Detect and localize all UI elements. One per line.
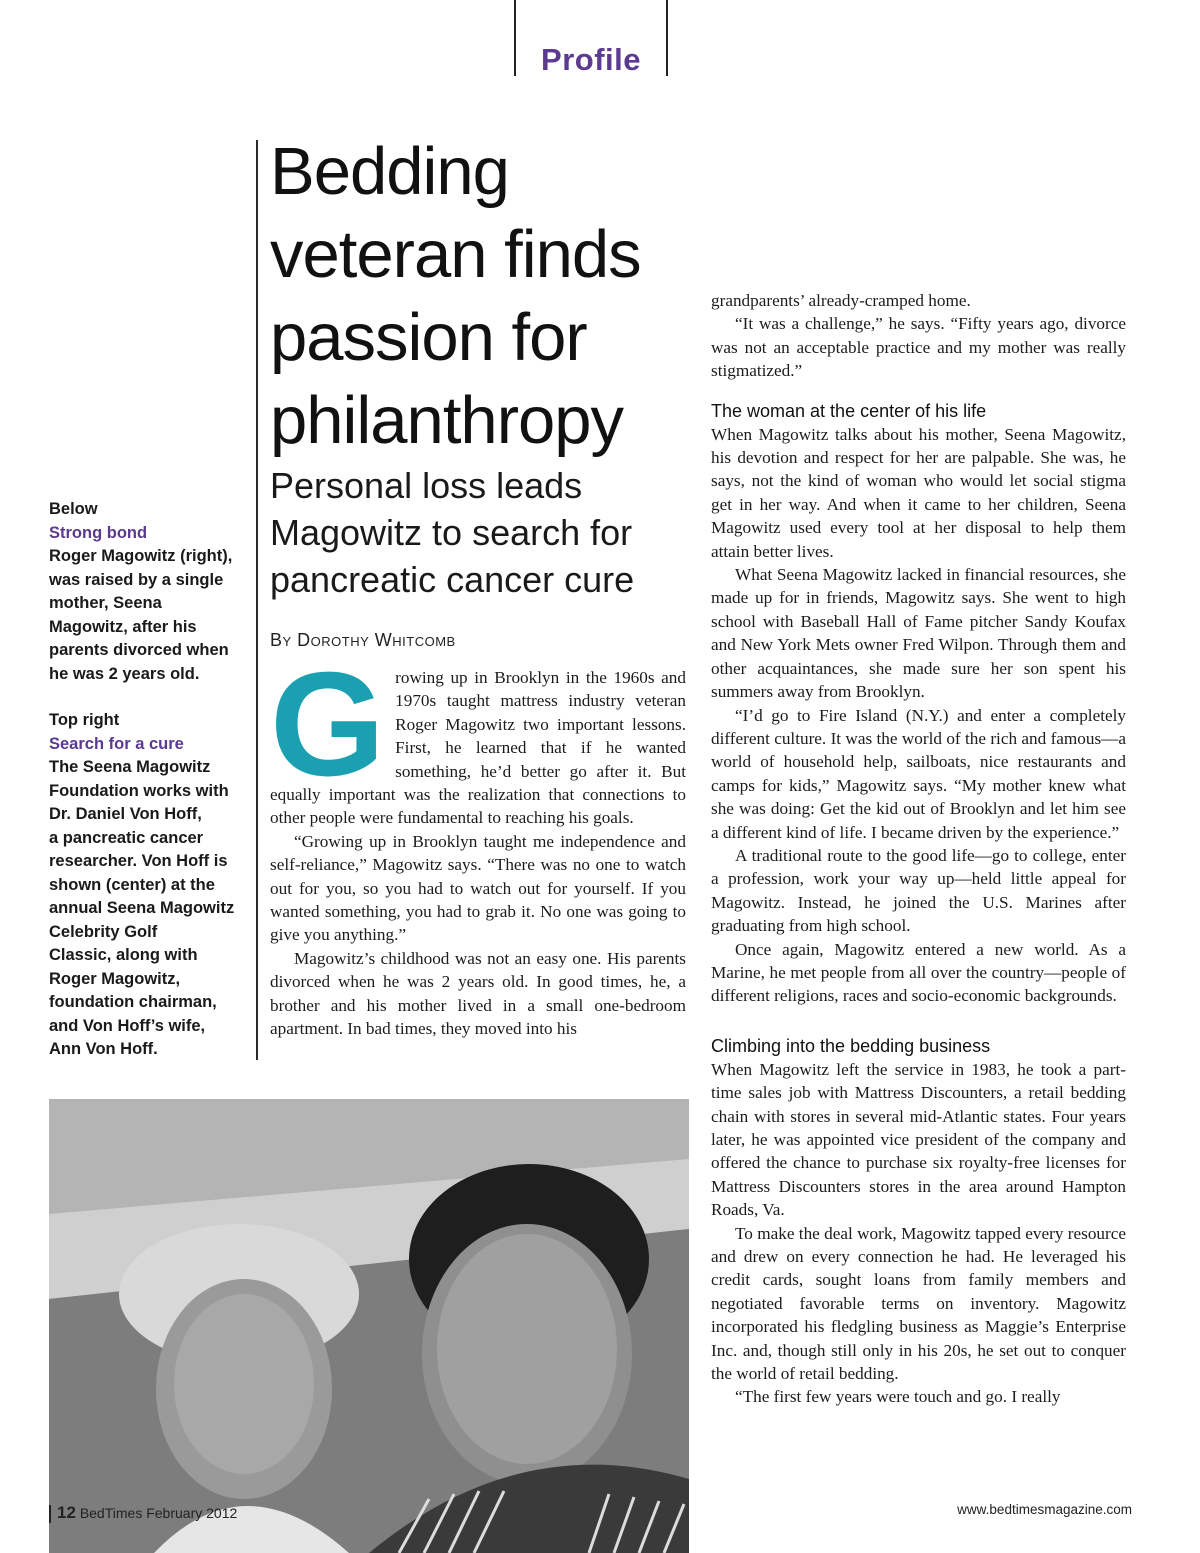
article-column-left [270,642,686,1041]
section-tab [514,0,668,76]
caption-line: Dr. Daniel Von Hoff, [49,805,202,823]
caption-label: Top right [49,711,120,729]
caption-line: Classic, along with [49,946,198,964]
section-label: Profile [541,42,641,77]
caption-line: foundation chairman, [49,993,217,1011]
caption-line: Roger Magowitz, [49,969,181,988]
caption-title: Strong bond [49,523,148,542]
body-paragraph: When Magowitz left the service in 1983, he took a part-time sales job with Mattress Discounters, a retail bedding chain with stores in several mid-Atlantic states. Four years later, he was appointed vice president of the company and offered the chance to purchase six royalty-free licenses for Mattress Discounters stores in the area around Hampton Roads, Va. [711,1059,1126,1220]
body-paragraph: “It was a challenge,” he says. “Fifty years ago, divorce was not an acceptable practice and my mother was really stigmatized.” [711,314,1126,381]
body-paragraph: A traditional route to the good life—go to college, enter a profession, work your way up—held little appeal for Magowitz. Instead, he joined the U.S. Marines after graduating from high school. [711,845,1126,936]
caption-below [49,498,249,686]
caption-line: annual Seena Magowitz [49,899,235,917]
website-url[interactable]: www.bedtimesmagazine.com [957,1502,1132,1517]
body-paragraph: Magowitz’s childhood was not an easy one. His parents divorced when he was 2 years old. In good times, he, a brother and his mother lived in a small one-bedroom apartment. In bad times, they moved into his [270,948,686,1039]
footer-rule [49,1505,51,1523]
photo-captions [49,498,249,1085]
drop-cap: G [270,642,386,807]
caption-line: parents divorced when [49,641,229,659]
page-number: 12 [57,1503,76,1522]
caption-line: Celebrity Golf [49,922,158,941]
body-paragraph: To make the deal work, Magowitz tapped every resource and drew on every connection he had. He leveraged his credit cards, sought loans from family members and negotiated favorable terms on inventory. Magowitz incorporated his fledgling business as Maggie’s Enterprise Inc. and, though still only in his 20s, he set out to conquer the world of retail bedding. [711,1223,1126,1384]
body-paragraph: “The first few years were touch and go. I really [735,1387,1061,1407]
body-paragraph: When Magowitz talks about his mother, Seena Magowitz, his devotion and respect for her are palpable. She was, he says, not the kind of woman who would let social stigma get in her way. And when it came to her children, Seena Magowitz used every tool at her disposal to help them attain better lives. [711,424,1126,561]
section-heading: Climbing into the bedding business [711,1035,991,1056]
headline: Bedding veteran finds passion for philanthropy [270,134,641,458]
caption-line: researcher. Von Hoff is [49,852,228,870]
section-heading: The woman at the center of his life [711,400,987,421]
caption-line: shown (center) at the [49,875,215,894]
portrait-photo [49,1099,689,1553]
body-paragraph: “I’d go to Fire Island (N.Y.) and enter a completely different culture. It was the world of the rich and famous—a world of household help, sailboats, nice restaurants and camps for kids,” Magowitz says. “My mother knew what she was doing: Get the kid out of Brooklyn and let him see a different kind of life. I became driven by the experience.” [711,705,1126,842]
caption-label: Below [49,500,98,518]
headline-rule [256,140,258,1060]
caption-line: Roger Magowitz (right), [49,547,233,565]
caption-line: The Seena Magowitz [49,758,211,776]
page-footer-left [49,1503,237,1523]
caption-line: Magowitz, after his [49,617,197,636]
byline: By Dorothy Whitcomb [270,630,456,650]
body-paragraph: What Seena Magowitz lacked in financial resources, she made up for in friends, Magowitz says. She went to high school with Baseball Hall of Fame pitcher Sandy Koufax and New York Mets owner Fred Wilpon. Through them and other acquaintances, she made sure her son spent his summers away from Brooklyn. [711,565,1126,702]
body-paragraph: Once again, Magowitz entered a new world. As a Marine, he met people from all over the country—people of different religions, races and socio-economic backgrounds. [711,939,1126,1006]
body-paragraph: grandparents’ already-cramped home. [711,291,971,310]
issue-date: February 2012 [146,1505,238,1521]
caption-line: a pancreatic cancer [49,828,204,847]
publication-name: BedTimes [79,1505,143,1521]
portrait-photo-image [49,1099,689,1553]
caption-line: Foundation works with [49,781,229,800]
body-paragraph: rowing up in Brooklyn in the 1960s and 1970s taught mattress industry veteran Roger Magowitz two important lessons. First, he learned that if he wanted something, he’d better go after it. But equally important was the realization that connections to other people were fundamental to reaching his goals. [270,668,686,828]
caption-title: Search for a cure [49,734,184,753]
caption-top-right [49,709,249,1062]
caption-line: Ann Von Hoff. [49,1040,158,1058]
article-column-right [711,289,1126,1409]
subheadline: Personal loss leads Magowitz to search for pancreatic cancer cure [270,465,635,600]
caption-line: was raised by a single [49,570,224,589]
body-paragraph: “Growing up in Brooklyn taught me independence and self-reliance,” Magowitz says. “There was no one to watch out for you, so you had to watch out for yourself. If you wanted something, you had to grab it. No one was going to give you anything.” [270,831,686,945]
caption-line: mother, Seena [49,594,162,612]
caption-line: and Von Hoff’s wife, [49,1016,206,1035]
caption-line: he was 2 years old. [49,664,200,683]
